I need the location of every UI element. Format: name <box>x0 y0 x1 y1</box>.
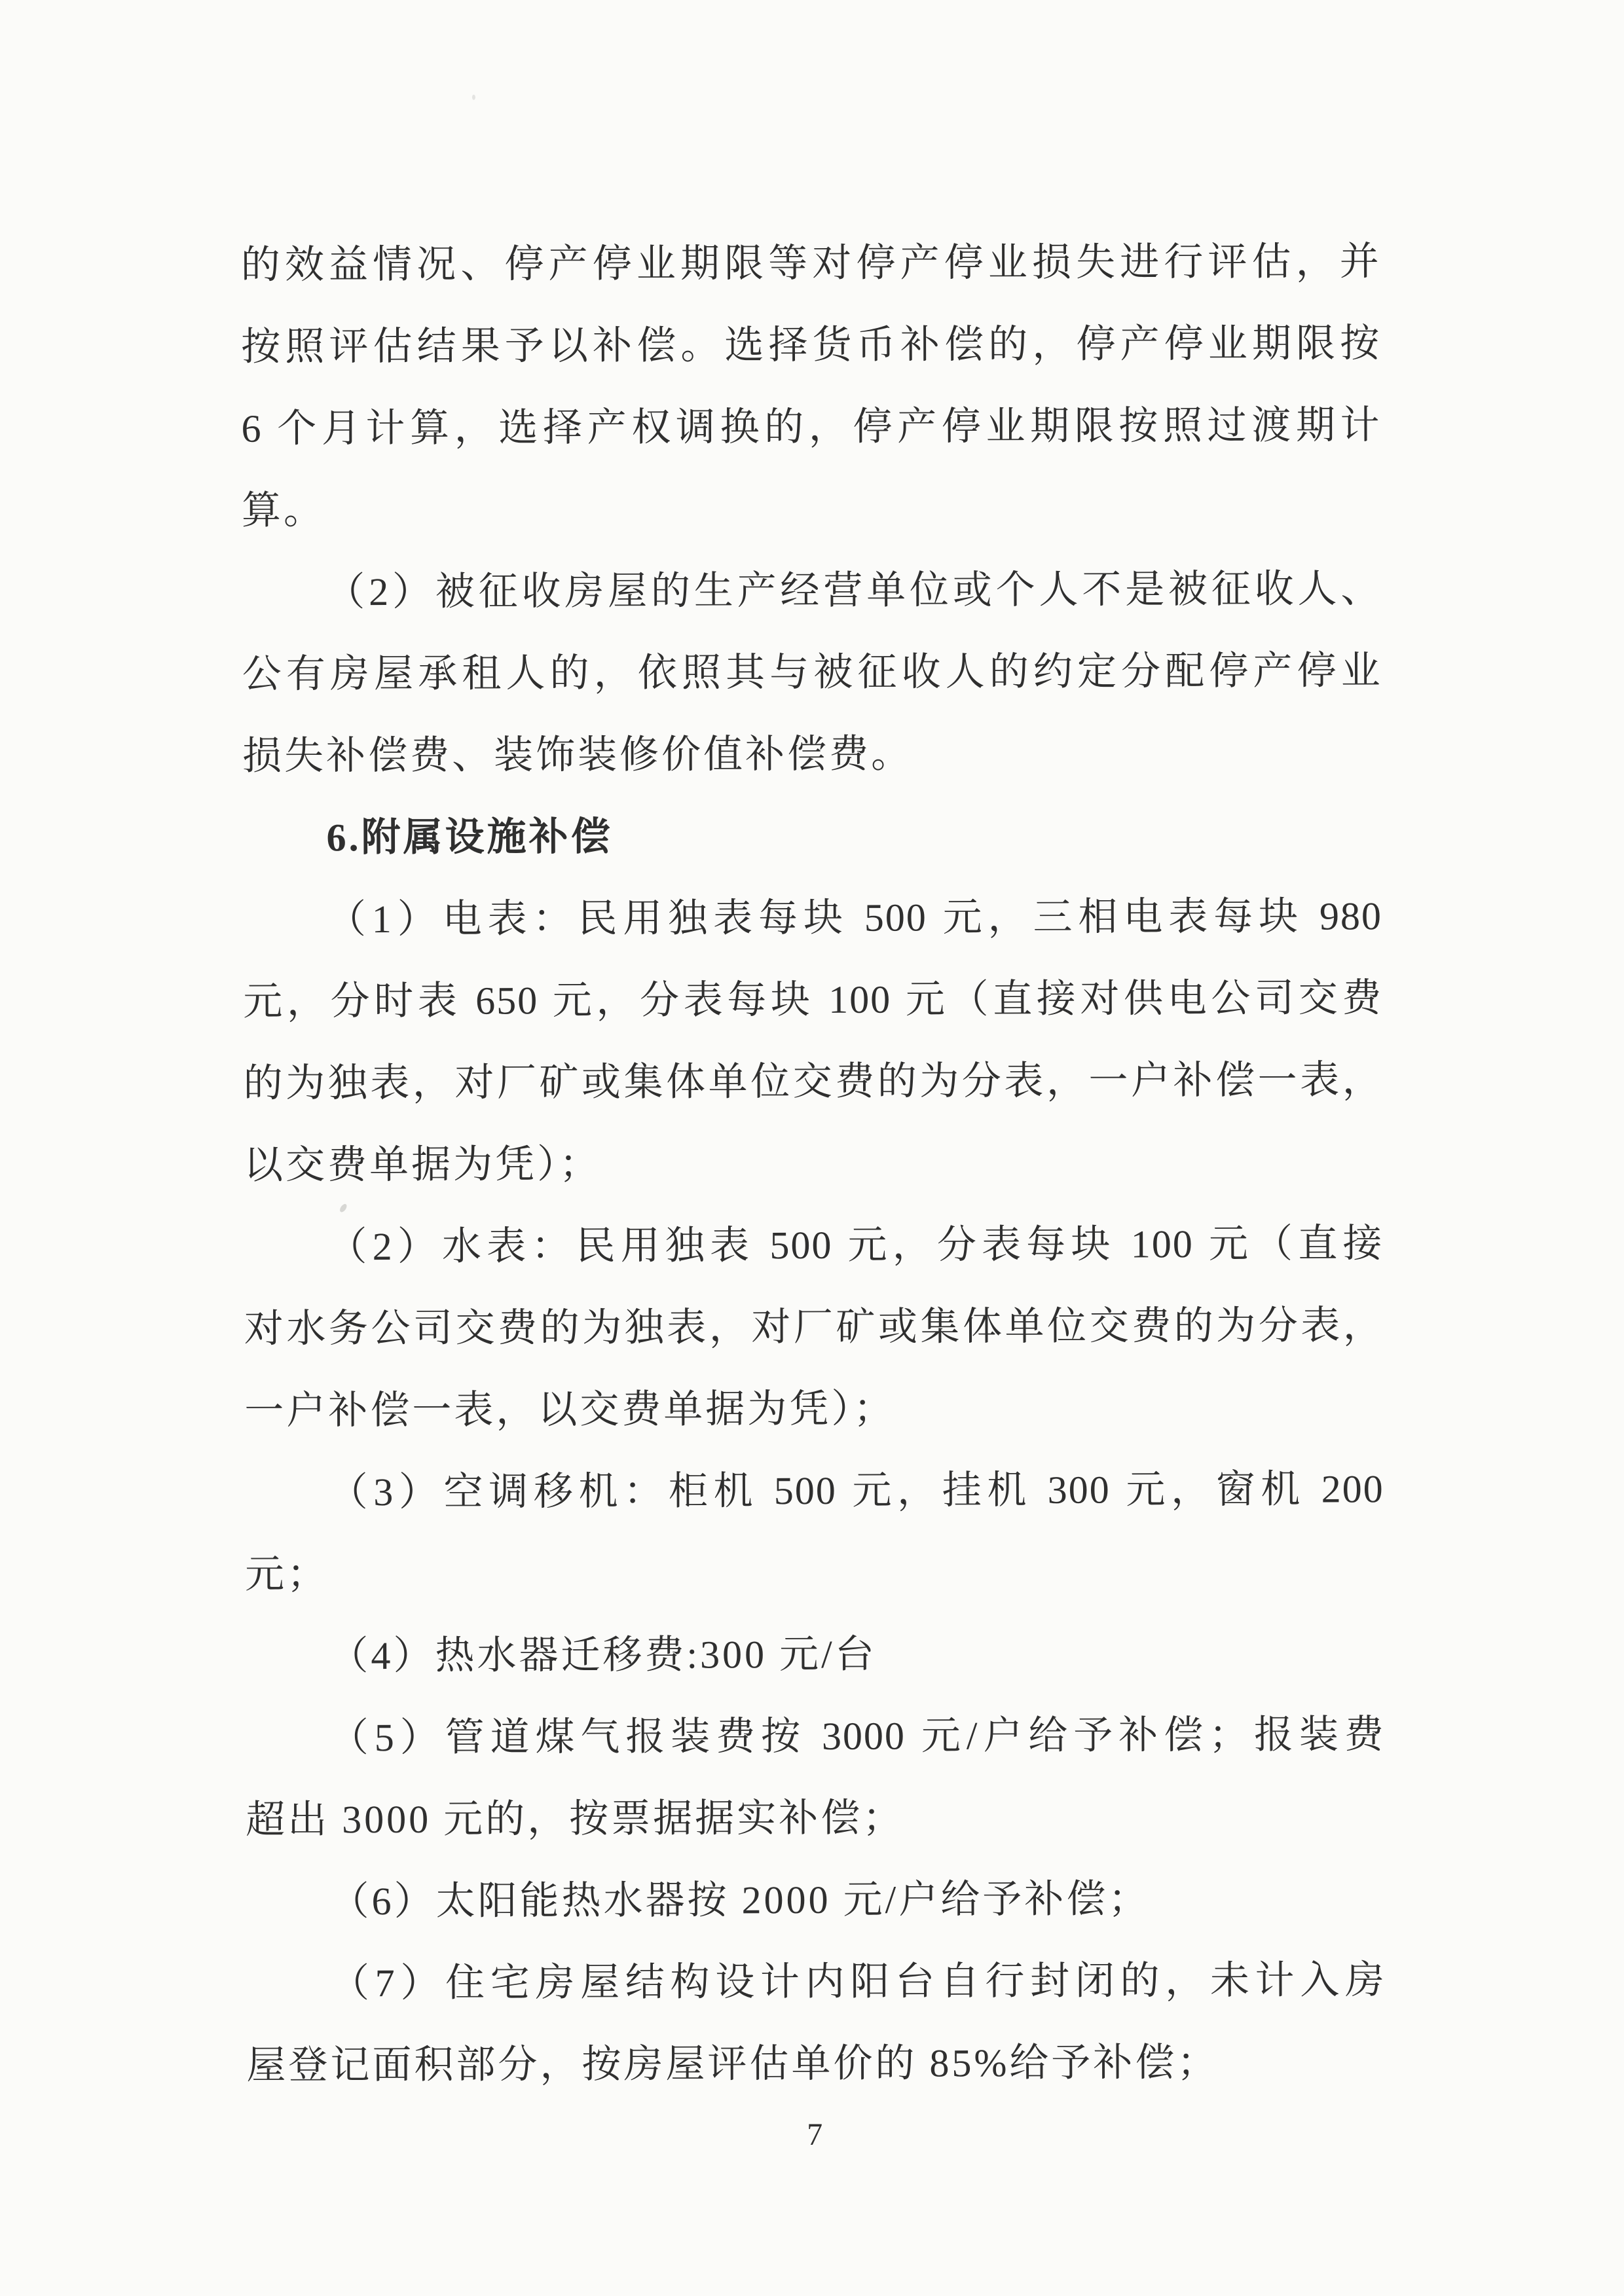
text-line: 超出 3000 元的，按票据据实补偿； <box>246 1796 905 1842</box>
text-line: 屋登记面积部分，按房屋评估单价的 85%给予补偿； <box>246 2041 1219 2087</box>
text-line: （2）水表：民用独表 500 元，分表每块 100 元（直接 <box>327 1222 1384 1269</box>
text-line: （3）空调移机：柜机 500 元，挂机 300 元，窗机 200 <box>328 1467 1384 1514</box>
text-line: 以交费单据为凭）； <box>243 1142 602 1187</box>
text-line: 损失补偿费、装饰装修价值补偿费。 <box>242 732 913 778</box>
text-line: 公有房屋承租人的，依照其与被征收人的约定分配停产停业 <box>242 649 1382 696</box>
text-line: 的为独表，对厂矿或集体单位交费的为分表，一户补偿一表， <box>243 1058 1383 1105</box>
text-line: 按照评估结果予以补偿。选择货币补偿的，停产停业期限按 <box>241 321 1381 369</box>
text-line: （5）管道煤气报装费按 3000 元/户给予补偿；报装费 <box>329 1713 1385 1760</box>
text-line: 一户补偿一表，以交费单据为凭）； <box>244 1387 896 1432</box>
text-line: 元； <box>244 1552 329 1596</box>
text-line: （1）电表：民用独表每块 500 元，三相电表每块 980 <box>326 894 1382 941</box>
text-line: 对水务公司交费的为独表，对厂矿或集体单位交费的为分表， <box>244 1303 1384 1351</box>
text-line: 6 个月计算，选择产权调换的，停产停业期限按照过渡期计 <box>241 403 1381 450</box>
text-line: 的效益情况、停产停业期限等对停产停业损失进行评估，并 <box>240 240 1380 287</box>
text-line: （6）太阳能热水器按 2000 元/户给予补偿； <box>329 1877 1151 1923</box>
text-line: （7）住宅房屋结构设计内阳台自行封闭的，未计入房 <box>329 1958 1386 2005</box>
text-block <box>241 221 1386 2106</box>
text-line: （2）被征收房屋的生产经营单位或个人不是被征收人、 <box>325 567 1382 614</box>
text-line: 元，分时表 650 元，分表每块 100 元（直接对供电公司交费 <box>243 976 1383 1023</box>
text-line: （4）热水器迁移费:300 元/台 <box>329 1632 877 1678</box>
scan-speck <box>472 95 475 100</box>
page-number: 7 <box>807 2117 824 2153</box>
text-line: 算。 <box>241 488 326 532</box>
heading-line: 6.附属设施补偿 <box>326 814 613 860</box>
